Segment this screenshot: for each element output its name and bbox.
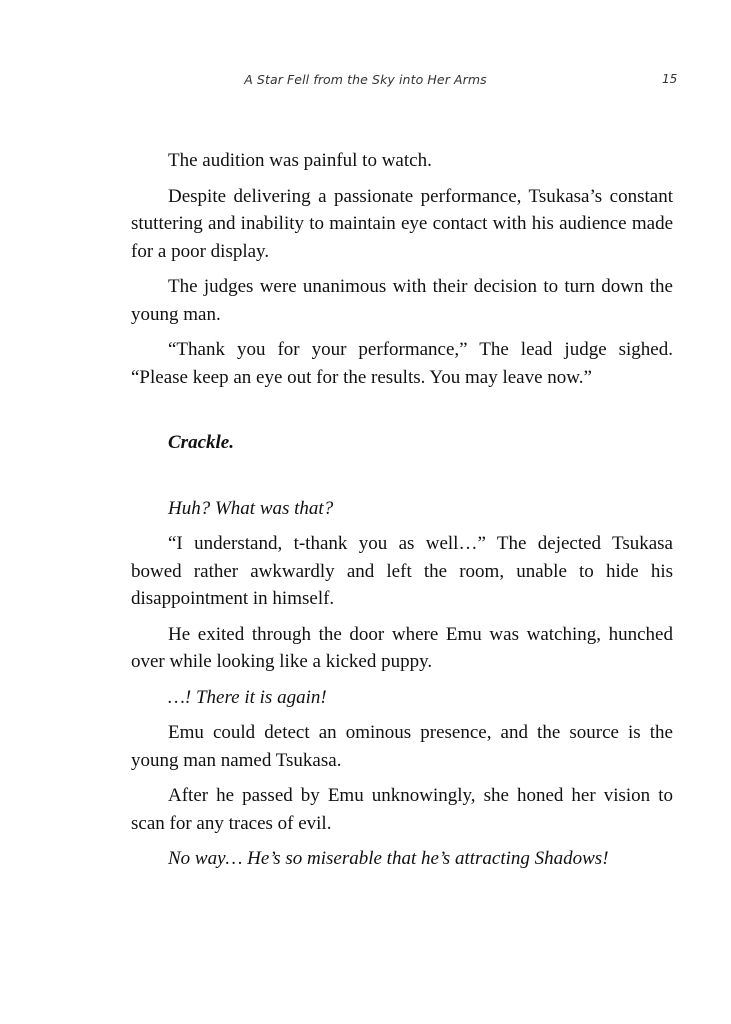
paragraph: After he passed by Emu unknowingly, she honed her vision to scan for any traces of evil. (131, 785, 673, 834)
page-number: 15 (662, 72, 678, 86)
page-body (131, 147, 673, 881)
scene-spacer (131, 399, 673, 429)
scene-spacer (131, 465, 673, 495)
paragraph: “Thank you for your performance,” The lead judge sighed. “Please keep an eye out for the results. You may leave now.” (131, 339, 673, 388)
paragraph: The judges were unanimous with their decision to turn down the young man. (131, 276, 673, 325)
inner-thought: Huh? What was that? (168, 497, 334, 519)
sound-effect: Crackle. (168, 432, 234, 453)
running-header (0, 72, 731, 92)
book-title: A Star Fell from the Sky into Her Arms (244, 72, 487, 87)
paragraph: The audition was painful to watch. (168, 150, 432, 171)
inner-thought: …! There it is again! (168, 686, 327, 708)
paragraph: Despite delivering a passionate performance, Tsukasa’s constant stuttering and inability to maintain eye contact with his audience made for a poor display. (131, 185, 673, 262)
paragraph: He exited through the door where Emu was watching, hunched over while looking like a kicked puppy. (131, 623, 673, 672)
paragraph: Emu could detect an ominous presence, and the source is the young man named Tsukasa. (131, 722, 673, 771)
paragraph: “I understand, t-thank you as well…” The dejected Tsukasa bowed rather awkwardly and left the room, unable to hide his disappointment in himself. (131, 533, 673, 609)
inner-thought: No way… He’s so miserable that he’s attracting Shadows! (168, 848, 609, 869)
